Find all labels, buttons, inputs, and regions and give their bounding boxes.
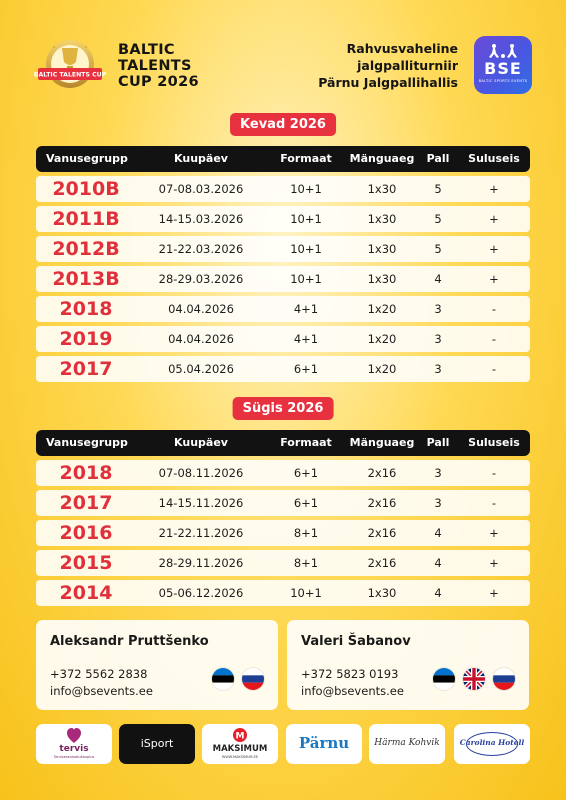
heart-leaf-icon [67, 728, 81, 744]
sponsor-logos [36, 724, 530, 764]
ball-size: 3 [434, 496, 442, 510]
game-time: 2x16 [367, 526, 397, 540]
sponsor-parnu-logo[interactable] [286, 724, 362, 764]
tournament-tagline [318, 40, 458, 91]
format: 10+1 [290, 242, 322, 256]
sponsor-maksimum-logo[interactable] [202, 724, 278, 764]
game-time: 1x30 [367, 182, 397, 196]
age-group: 2016 [59, 522, 113, 544]
format: 10+1 [290, 182, 322, 196]
offside: + [489, 586, 499, 600]
date: 05-06.12.2026 [158, 586, 244, 600]
schedule-table-spring [36, 146, 530, 382]
table-row [36, 236, 530, 262]
contact-name: Aleksandr Pruttšenko [50, 634, 209, 649]
ball-size: 5 [434, 242, 442, 256]
age-group: 2015 [59, 552, 113, 574]
brand-line-3: CUP 2026 [118, 74, 199, 90]
date: 28-29.03.2026 [158, 272, 244, 286]
season-badge-spring: Kevad 2026 [230, 113, 336, 136]
date: 07-08.11.2026 [158, 466, 244, 480]
tagline-line-2: jalgpalliturniir [357, 58, 458, 73]
ball-size: 4 [434, 586, 442, 600]
format: 6+1 [293, 466, 319, 480]
season-badge-autumn: Sügis 2026 [233, 397, 334, 420]
age-group: 2018 [59, 298, 113, 320]
format: 10+1 [290, 272, 322, 286]
sponsor-name: Pärnu [298, 734, 350, 752]
logo-badge-text: BALTIC TALENTS CUP [34, 71, 106, 79]
table-row [36, 356, 530, 382]
game-time: 1x20 [367, 332, 397, 346]
ball-size: 5 [434, 182, 442, 196]
baltic-talents-cup-logo [34, 36, 106, 96]
format: 10+1 [290, 586, 322, 600]
estonia-flag-icon [212, 668, 234, 690]
table-row [36, 550, 530, 576]
date: 21-22.03.2026 [158, 242, 244, 256]
date: 04.04.2026 [168, 302, 234, 316]
age-group: 2010B [52, 178, 120, 200]
date: 07-08.03.2026 [158, 182, 244, 196]
age-group: 2014 [59, 582, 113, 604]
sponsor-isport-logo[interactable] [119, 724, 195, 764]
uk-flag-icon [463, 668, 485, 690]
contact-email[interactable]: info@bsevents.ee [301, 684, 404, 698]
column-header: Kuupäev [174, 152, 228, 165]
game-time: 2x16 [367, 556, 397, 570]
table-row [36, 326, 530, 352]
column-header: Vanusegrupp [46, 436, 128, 449]
format: 4+1 [293, 302, 319, 316]
date: 04.04.2026 [168, 332, 234, 346]
column-header: Pall [426, 436, 450, 449]
russia-flag-icon [493, 668, 515, 690]
format: 6+1 [293, 362, 319, 376]
offside: - [491, 302, 497, 316]
date: 05.04.2026 [168, 362, 234, 376]
age-group: 2019 [59, 328, 113, 350]
game-time: 2x16 [367, 466, 397, 480]
brand-title [118, 42, 199, 90]
sponsor-tervis-logo[interactable] [36, 724, 112, 764]
offside: - [491, 332, 497, 346]
contact-name: Valeri Šabanov [301, 634, 411, 649]
table-header [36, 146, 530, 172]
age-group: 2013B [52, 268, 120, 290]
age-group: 2018 [59, 462, 113, 484]
football-players-icon [486, 43, 520, 59]
offside: + [489, 242, 499, 256]
sponsor-name: iSport [140, 737, 174, 750]
sponsor-name: tervis [59, 744, 89, 754]
sponsor-harma-logo[interactable] [369, 724, 445, 764]
column-header: Suluseis [468, 152, 520, 165]
language-flags [430, 668, 515, 690]
age-group: 2011B [52, 208, 120, 230]
table-row [36, 206, 530, 232]
ball-size: 3 [434, 466, 442, 480]
sponsor-carolina-logo[interactable] [454, 724, 530, 764]
column-header: Mänguaeg [349, 152, 415, 165]
ball-size: 4 [434, 526, 442, 540]
table-row [36, 490, 530, 516]
trophy-badge-icon [34, 36, 106, 96]
ball-size: 3 [434, 362, 442, 376]
tagline-line-1: Rahvusvaheline [346, 41, 458, 56]
age-group: 2017 [59, 358, 113, 380]
column-header: Formaat [280, 152, 332, 165]
date: 14-15.03.2026 [158, 212, 244, 226]
offside: + [489, 556, 499, 570]
offside: + [489, 272, 499, 286]
schedule-table-autumn [36, 430, 530, 606]
date: 28-29.11.2026 [158, 556, 244, 570]
sponsor-name: Härma Kohvik [374, 738, 440, 748]
format: 10+1 [290, 212, 322, 226]
date: 21-22.11.2026 [158, 526, 244, 540]
column-header: Suluseis [468, 436, 520, 449]
contact-phone[interactable]: +372 5823 0193 [301, 667, 399, 681]
bse-logo-text: BSE [484, 59, 522, 78]
table-row [36, 460, 530, 486]
format: 6+1 [293, 496, 319, 510]
contact-card [287, 620, 529, 710]
game-time: 1x30 [367, 586, 397, 600]
offside: + [489, 182, 499, 196]
table-row [36, 176, 530, 202]
format: 4+1 [293, 332, 319, 346]
offside: + [489, 212, 499, 226]
date: 14-15.11.2026 [158, 496, 244, 510]
brand-line-2: TALENTS [118, 58, 192, 74]
table-row [36, 266, 530, 292]
table-row [36, 520, 530, 546]
table-row [36, 580, 530, 606]
sponsor-subtext: WWW.MAKSIMUM.EE [221, 755, 259, 759]
format: 8+1 [293, 556, 319, 570]
game-time: 1x20 [367, 362, 397, 376]
ball-size: 3 [434, 302, 442, 316]
contact-email[interactable]: info@bsevents.ee [50, 684, 153, 698]
offside: - [491, 496, 497, 510]
estonia-flag-icon [433, 668, 455, 690]
sponsor-name: MAKSIMUM [212, 744, 268, 754]
ball-size: 3 [434, 332, 442, 346]
game-time: 1x20 [367, 302, 397, 316]
bse-logo [474, 36, 532, 94]
ball-size: 4 [434, 556, 442, 570]
table-row [36, 296, 530, 322]
table-header [36, 430, 530, 456]
contact-card [36, 620, 278, 710]
contact-phone[interactable]: +372 5562 2838 [50, 667, 148, 681]
ball-size: 4 [434, 272, 442, 286]
game-time: 1x30 [367, 272, 397, 286]
language-flags [209, 668, 264, 690]
age-group: 2017 [59, 492, 113, 514]
brand-line-1: BALTIC [118, 42, 175, 58]
ball-size: 5 [434, 212, 442, 226]
column-header: Vanusegrupp [46, 152, 128, 165]
sponsor-subtext: Terviseraamatukauplus [53, 755, 95, 759]
column-header: Mänguaeg [349, 436, 415, 449]
format: 8+1 [293, 526, 319, 540]
game-time: 1x30 [367, 242, 397, 256]
bse-logo-subtext: BALTIC SPORTS EVENTS [478, 79, 528, 83]
column-header: Kuupäev [174, 436, 228, 449]
tagline-line-3: Pärnu Jalgpallihallis [318, 75, 458, 90]
game-time: 1x30 [367, 212, 397, 226]
sponsor-name: Carolina Hotell [459, 738, 525, 747]
russia-flag-icon [242, 668, 264, 690]
offside: - [491, 466, 497, 480]
offside: - [491, 362, 497, 376]
column-header: Pall [426, 152, 450, 165]
game-time: 2x16 [367, 496, 397, 510]
svg-text:M: M [235, 731, 245, 742]
age-group: 2012B [52, 238, 120, 260]
maksimum-m-icon [233, 728, 247, 742]
column-header: Formaat [280, 436, 332, 449]
offside: + [489, 526, 499, 540]
